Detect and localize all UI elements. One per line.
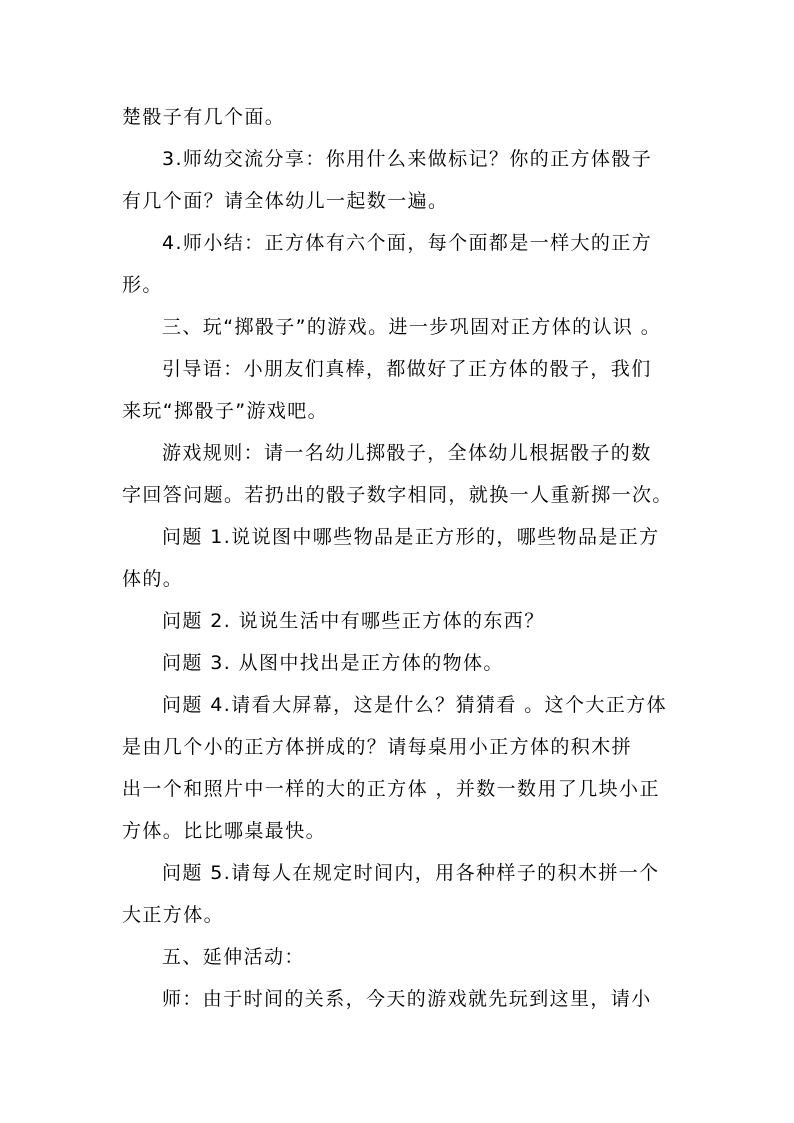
text-line: 方体。比比哪桌最快。 [122, 820, 327, 842]
question-line: 问题 2. 说说生活中有哪些正方体的东西？ [162, 610, 545, 632]
section-heading: 三、玩“掷骰子”的游戏。进一步巩固对正方体的认识 。 [162, 316, 662, 338]
text-line: 出一个和照片中一样的大的正方体 ，并数一数用了几块小正 [122, 778, 660, 800]
question-line: 问题 5.请每人在规定时间内，用各种样子的积木拼一个 [162, 862, 660, 884]
text-line: 来玩“掷骰子”游戏吧。 [122, 400, 329, 422]
text-line: 大正方体。 [122, 904, 225, 926]
text-line: 字回答问题。若扔出的骰子数字相同，就换一人重新掷一次。 [122, 484, 673, 506]
text-line: 体的。 [122, 568, 184, 590]
text-line: 3.师幼交流分享：你用什么来做标记？你的正方体骰子 [162, 148, 653, 170]
question-line: 问题 4.请看大屏幕，这是什么？猜猜看 。这个大正方体 [162, 694, 668, 716]
section-heading: 五、延伸活动： [162, 946, 305, 968]
text-line: 是由几个小的正方体拼成的？请每桌用小正方体的积木拼 [122, 736, 633, 758]
text-line: 楚骰子有几个面。 [122, 106, 286, 128]
text-line: 4.师小结：正方体有六个面，每个面都是一样大的正方 [162, 232, 653, 254]
text-line: 有几个面？请全体幼儿一起数一遍。 [122, 190, 449, 212]
text-line: 游戏规则：请一名幼儿掷骰子，全体幼儿根据骰子的数 [162, 442, 652, 464]
text-line: 形。 [122, 274, 163, 296]
question-line: 问题 1.说说图中哪些物品是正方形的，哪些物品是正方 [162, 526, 660, 548]
question-line: 问题 3. 从图中找出是正方体的物体。 [162, 652, 504, 674]
text-line: 引导语：小朋友们真棒，都做好了正方体的骰子，我们 [162, 358, 652, 380]
text-line: 师：由于时间的关系，今天的游戏就先玩到这里，请小 [162, 988, 652, 1010]
